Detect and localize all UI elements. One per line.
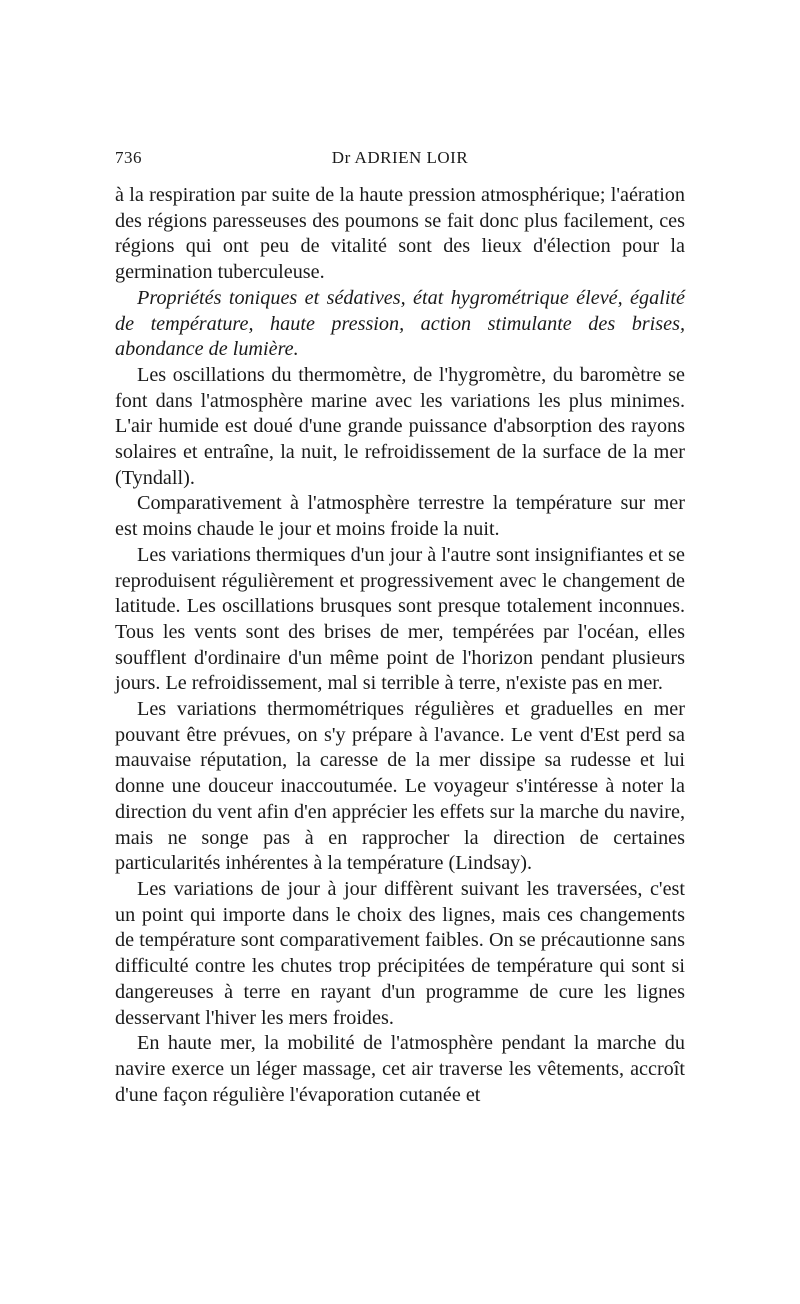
paragraph: Les oscillations du thermomètre, de l'hygromètre, du baromètre se font dans l'atmosphère marine avec les variations les plus minimes. L'air humide est doué d'une grande puissance d'absorption des rayons solaires et entraîne, la nuit, le refroidissement de la surface de la mer (Tyndall). [115, 363, 685, 489]
paragraph: Les variations thermométriques régulières et graduelles en mer pouvant être prévues, on s'y prépare à l'avance. Le vent d'Est perd sa mauvaise réputation, la caresse de la mer dissipe sa rudesse et lui donne une douceur inaccoutumée. Le voyageur s'intéresse à noter la direction du vent afin d'en apprécier les effets sur la marche du navire, mais ne songe pas à en rapprocher la direction de certaines particularités inhérentes à la température (Lindsay). [115, 698, 685, 875]
paragraph: Les variations thermiques d'un jour à l'autre sont insignifiantes et se reproduisent régulièrement et progressivement avec le changement de latitude. Les oscillations brusques sont presque totalement inconnues. Tous les vents sont des brises de mer, tempérées par l'océan, elles soufflent d'ordinaire d'un même point de l'horizon pendant plusieurs jours. Le refroidissement, mal si terrible à terre, n'existe pas en mer. [115, 543, 685, 695]
paragraph: En haute mer, la mobilité de l'atmosphère pendant la marche du navire exerce un léger massage, cet air traverse les vêtements, accroît d'une façon régulière l'évaporation cutanée et [115, 1032, 685, 1106]
paragraph: Comparativement à l'atmosphère terrestre la température sur mer est moins chaude le jour et moins froide la nuit. [115, 492, 685, 541]
paragraph: Les variations de jour à jour diffèrent suivant les traversées, c'est un point qui importe dans le choix des lignes, mais ces changements de température sont comparativement faibles. On se précautionne sans difficulté contre les chutes trop précipitées de température qui sont si dangereuses à terre en rayant d'un programme de cure les lignes desservant l'hiver les mers froides. [115, 877, 685, 1029]
body-text [115, 183, 685, 1108]
paragraph-italic-summary: Propriétés toniques et sédatives, état hygrométrique élevé, égalité de température, haute pression, action stimulante des brises, abondance de lumière. [115, 286, 685, 361]
running-head: Dr ADRIEN LOIR [331, 148, 469, 167]
paragraph-continuation: à la respiration par suite de la haute pression atmosphérique; l'aération des régions paresseuses des poumons se fait donc plus facilement, ces régions qui ont peu de vitalité sont des lieux d'élection pour la germination tuberculeuse. [115, 184, 685, 284]
page-header [115, 148, 685, 172]
page-number: 736 [115, 148, 142, 167]
